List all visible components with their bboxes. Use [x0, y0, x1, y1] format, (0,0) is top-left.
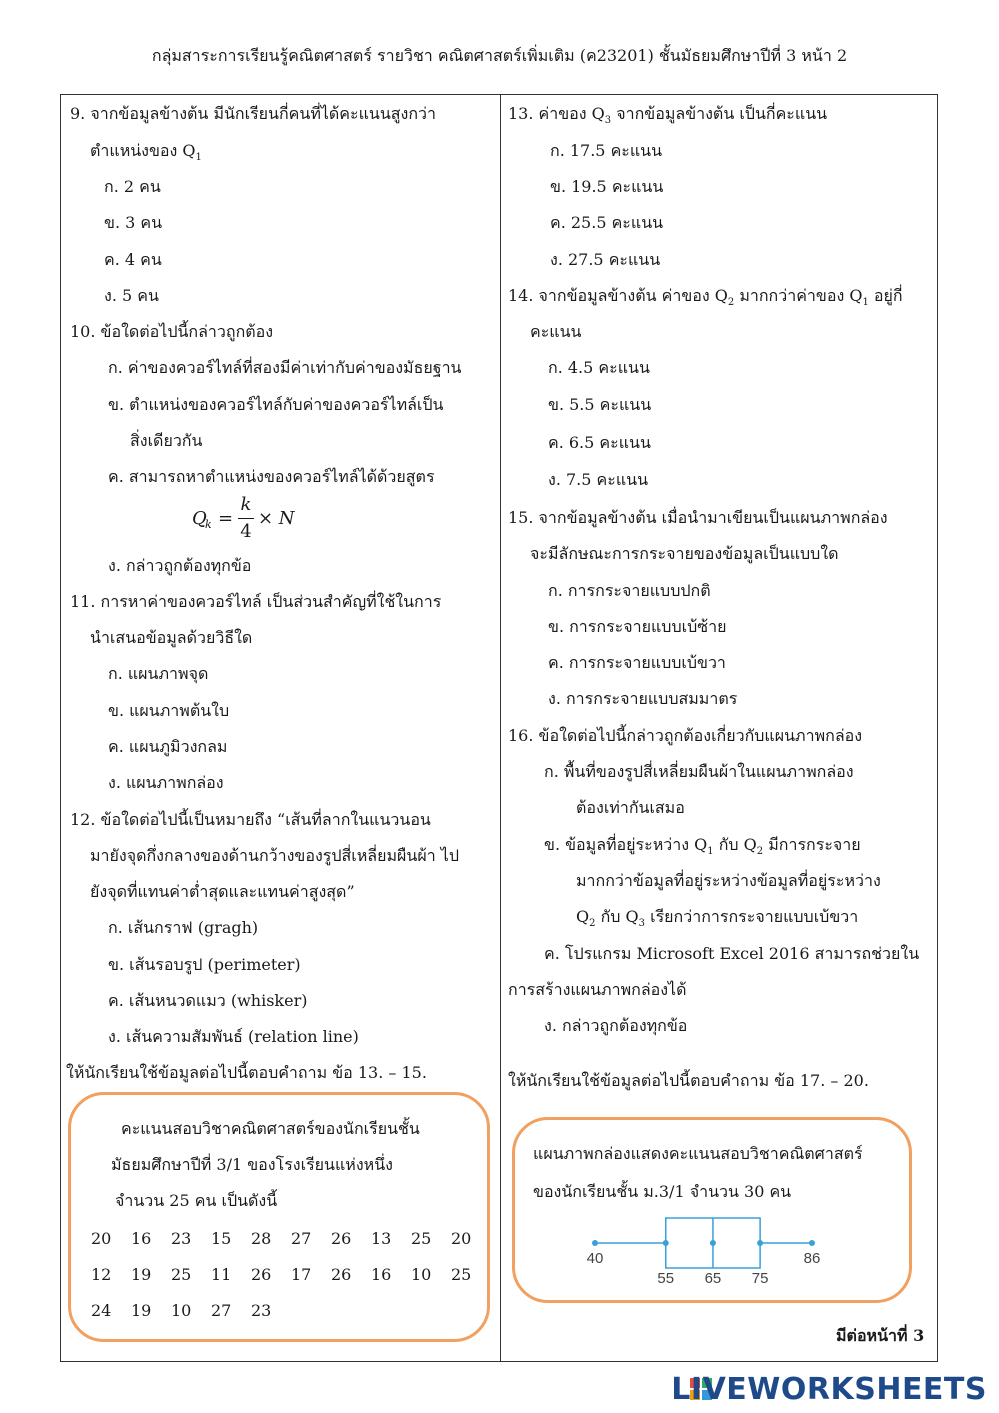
- q14-option-a[interactable]: ก. 4.5 คะแนน: [548, 358, 650, 377]
- q14-stem-b: มากกว่าค่าของ Q: [734, 286, 863, 305]
- q14-subscript-1: 2: [727, 297, 735, 309]
- q9-option-b[interactable]: ข. 3 คน: [104, 213, 163, 232]
- q11-option-a[interactable]: ก. แผนภาพจุด: [108, 664, 209, 683]
- data-box-line3: จำนวน 25 คน เป็นดังนี้: [115, 1191, 278, 1210]
- score-value: 25: [171, 1265, 192, 1284]
- point-max: [809, 1240, 815, 1246]
- q16-option-b-line2: มากกว่าข้อมูลที่อยู่ระหว่างข้อมูลที่อยู่ระหว่าง: [576, 871, 881, 890]
- score-value: 23: [171, 1229, 192, 1248]
- boxplot-title-line1: แผนภาพกล่องแสดงคะแนนสอบวิชาคณิตศาสตร์: [533, 1144, 863, 1163]
- q15-stem-line1: 15. จากข้อมูลข้างต้น เมื่อนำมาเขียนเป็นแผนภาพกล่อง: [508, 508, 888, 527]
- q16-option-a-line2: ต้องเท่ากันเสมอ: [576, 798, 685, 817]
- point-q1: [663, 1240, 669, 1246]
- q10-stem: 10. ข้อใดต่อไปนี้กล่าวถูกต้อง: [70, 322, 274, 341]
- q14-stem-c: อยู่กี่: [868, 286, 903, 305]
- q14-stem-a: 14. จากข้อมูลข้างต้น ค่าของ Q: [508, 286, 728, 305]
- q9-option-a[interactable]: ก. 2 คน: [104, 177, 161, 196]
- q12-stem-line2: มายังจุดกึ่งกลางของด้านกว้างของรูปสี่เหลี่ยมผืนผ้า ไป: [90, 846, 459, 865]
- score-value: 20: [451, 1229, 472, 1248]
- q9-stem-line2: [90, 141, 202, 168]
- score-value: 27: [211, 1301, 232, 1320]
- formula-q-subscript: k: [205, 518, 212, 531]
- instruction-17-20: ให้นักเรียนใช้ข้อมูลต่อไปนี้ตอบคำถาม ข้อ 17. – 20.: [508, 1071, 869, 1090]
- data-box-line1: คะแนนสอบวิชาคณิตศาสตร์ของนักเรียนชั้น: [121, 1119, 420, 1138]
- q12-option-a[interactable]: ก. เส้นกราฟ (gragh): [108, 918, 259, 937]
- q16-b1-a: ข. ข้อมูลที่อยู่ระหว่าง Q: [544, 835, 708, 854]
- q16-stem: 16. ข้อใดต่อไปนี้กล่าวถูกต้องเกี่ยวกับแผนภาพกล่อง: [508, 726, 863, 745]
- q11-option-c[interactable]: ค. แผนภูมิวงกลม: [108, 737, 228, 756]
- q16-b1-c: มีการกระจาย: [763, 835, 861, 854]
- q10-option-b-line2: สิ่งเดียวกัน: [130, 431, 203, 450]
- formula-denominator: 4: [240, 521, 252, 542]
- boxplot-title-line2: ของนักเรียนชั้น ม.3/1 จำนวน 30 คน: [533, 1182, 792, 1201]
- score-value: 16: [131, 1229, 152, 1248]
- data-box-line2: มัธยมศึกษาปีที่ 3/1 ของโรงเรียนแห่งหนึ่ง: [111, 1155, 393, 1174]
- score-value: 28: [251, 1229, 272, 1248]
- q10-option-b-line1[interactable]: ข. ตำแหน่งของควอร์ไทล์กับค่าของควอร์ไทล์เป็น: [108, 395, 444, 414]
- q13-stem-b: จากข้อมูลข้างต้น เป็นกี่คะแนน: [611, 104, 828, 123]
- q9-stem-text: ตำแหน่งของ Q: [90, 141, 196, 160]
- q14-option-c[interactable]: ค. 6.5 คะแนน: [548, 433, 651, 452]
- q12-option-d[interactable]: ง. เส้นความสัมพันธ์ (relation line): [108, 1027, 359, 1046]
- instruction-13-15: ให้นักเรียนใช้ข้อมูลต่อไปนี้ตอบคำถาม ข้อ 13. – 15.: [66, 1063, 427, 1082]
- q10-option-c[interactable]: ค. สามารถหาตำแหน่งของควอร์ไทล์ได้ด้วยสูตร: [108, 467, 435, 486]
- q14-stem-line1: [508, 286, 903, 313]
- label-min: 40: [586, 1250, 604, 1267]
- formula-equals: =: [218, 508, 234, 529]
- q11-stem-line1: 11. การหาค่าของควอร์ไทล์ เป็นส่วนสำคัญที่ใช้ในการ: [70, 592, 442, 611]
- q13-subscript: 3: [604, 115, 612, 127]
- q15-option-a[interactable]: ก. การกระจายแบบปกติ: [548, 581, 711, 600]
- q15-option-c[interactable]: ค. การกระจายแบบเบ้ขวา: [548, 653, 726, 672]
- score-value: 10: [171, 1301, 192, 1320]
- q13-option-b[interactable]: ข. 19.5 คะแนน: [550, 177, 664, 196]
- score-value: 26: [251, 1265, 272, 1284]
- q10-option-a[interactable]: ก. ค่าของควอร์ไทล์ที่สองมีค่าเท่ากับค่าของมัธยฐาน: [108, 358, 462, 377]
- q13-stem: [508, 104, 827, 131]
- q13-option-c[interactable]: ค. 25.5 คะแนน: [550, 213, 664, 232]
- point-median: [710, 1240, 716, 1246]
- q16-option-d[interactable]: ง. กล่าวถูกต้องทุกข้อ: [544, 1016, 688, 1035]
- q16-b3-sub2: 3: [638, 918, 646, 930]
- q16-b3-b: กับ Q: [595, 907, 639, 926]
- score-value: 25: [451, 1265, 472, 1284]
- column-divider: [500, 94, 501, 1362]
- formula-numerator: k: [240, 494, 252, 515]
- q16-option-b-line3: [576, 907, 858, 934]
- label-median: 65: [704, 1270, 722, 1287]
- score-value: 12: [91, 1265, 112, 1284]
- q9-stem-line1: 9. จากข้อมูลข้างต้น มีนักเรียนกี่คนที่ได้คะแนนสูงกว่า: [70, 104, 437, 123]
- score-value: 19: [131, 1301, 152, 1320]
- q14-subscript-2: 1: [862, 297, 869, 309]
- q16-b1-sub2: 2: [756, 846, 764, 858]
- q16-option-a-line1[interactable]: ก. พื้นที่ของรูปสี่เหลี่ยมผืนผ้าในแผนภาพกล่อง: [544, 762, 854, 781]
- boxplot-box: [512, 1117, 912, 1303]
- q14-option-b[interactable]: ข. 5.5 คะแนน: [548, 395, 652, 414]
- score-value: 15: [211, 1229, 232, 1248]
- q15-stem-line2: จะมีลักษณะการกระจายของข้อมูลเป็นแบบใด: [530, 544, 839, 563]
- q13-option-d[interactable]: ง. 27.5 คะแนน: [550, 250, 661, 269]
- q12-option-c[interactable]: ค. เส้นหนวดแมว (whisker): [108, 991, 308, 1010]
- score-value: 23: [251, 1301, 272, 1320]
- q11-option-d[interactable]: ง. แผนภาพกล่อง: [108, 773, 224, 792]
- q16-b3-a: Q: [576, 907, 590, 926]
- point-q3: [757, 1240, 763, 1246]
- q15-option-d[interactable]: ง. การกระจายแบบสมมาตร: [548, 689, 738, 708]
- score-value: 19: [131, 1265, 152, 1284]
- q16-option-c-line1[interactable]: ค. โปรแกรม Microsoft Excel 2016 สามารถช่วยใน: [544, 944, 920, 963]
- q16-b1-sub1: 1: [707, 846, 714, 858]
- continue-note: มีต่อหน้าที่ 3: [836, 1326, 925, 1345]
- fraction-bar: [238, 518, 254, 519]
- label-max: 86: [803, 1250, 821, 1267]
- score-value: 25: [411, 1229, 432, 1248]
- q12-stem-line1: 12. ข้อใดต่อไปนี้เป็นหมายถึง “เส้นที่ลากในแนวนอน: [70, 810, 431, 829]
- q16-option-c-line2: การสร้างแผนภาพกล่องได้: [508, 980, 687, 999]
- boxplot-chart: [515, 1120, 909, 1300]
- score-value: 26: [331, 1229, 352, 1248]
- score-value: 27: [291, 1229, 312, 1248]
- label-q1: 55: [657, 1270, 675, 1287]
- q11-option-b[interactable]: ข. แผนภาพต้นใบ: [108, 701, 230, 720]
- q16-b3-c: เรียกว่าการกระจายแบบเบ้ขวา: [645, 907, 859, 926]
- q9-subscript: 1: [195, 152, 202, 164]
- score-value: 26: [331, 1265, 352, 1284]
- q9-option-c[interactable]: ค. 4 คน: [104, 250, 162, 269]
- q12-stem-line3: ยังจุดที่แทนค่าต่ำสุดและแทนค่าสูงสุด”: [90, 882, 355, 901]
- point-min: [592, 1240, 598, 1246]
- score-value: 16: [371, 1265, 392, 1284]
- q16-b1-b: กับ Q: [713, 835, 757, 854]
- formula-q: Q: [192, 508, 207, 529]
- formula-rhs: × N: [258, 508, 295, 529]
- liveworksheets-logo-text: LIVEWORKSHEETS: [671, 1372, 987, 1407]
- q14-stem-line2: คะแนน: [530, 322, 582, 341]
- label-q3: 75: [751, 1270, 769, 1287]
- score-value: 13: [371, 1229, 392, 1248]
- q12-option-b[interactable]: ข. เส้นรอบรูป (perimeter): [108, 955, 301, 974]
- q10-option-d[interactable]: ง. กล่าวถูกต้องทุกข้อ: [108, 556, 252, 575]
- q13-stem-a: 13. ค่าของ Q: [508, 104, 605, 123]
- score-value: 24: [91, 1301, 112, 1320]
- score-value: 20: [91, 1229, 112, 1248]
- q13-option-a[interactable]: ก. 17.5 คะแนน: [550, 141, 663, 160]
- score-value: 17: [291, 1265, 312, 1284]
- score-value: 10: [411, 1265, 432, 1284]
- q9-option-d[interactable]: ง. 5 คน: [104, 286, 159, 305]
- q16-option-b-line1[interactable]: [544, 835, 861, 862]
- q14-option-d[interactable]: ง. 7.5 คะแนน: [548, 470, 648, 489]
- score-value: 11: [211, 1265, 232, 1284]
- page-header: กลุ่มสาระการเรียนรู้คณิตศาสตร์ รายวิชา คณิตศาสตร์เพิ่มเติม (ค23201) ชั้นมัธยมศึกษาปีที่ 3 หน้า 2: [151, 46, 848, 65]
- q16-b3-sub1: 2: [589, 918, 596, 930]
- q11-stem-line2: นำเสนอข้อมูลด้วยวิธีใด: [90, 628, 253, 647]
- q15-option-b[interactable]: ข. การกระจายแบบเบ้ซ้าย: [548, 617, 727, 636]
- score-data-box: [68, 1092, 490, 1342]
